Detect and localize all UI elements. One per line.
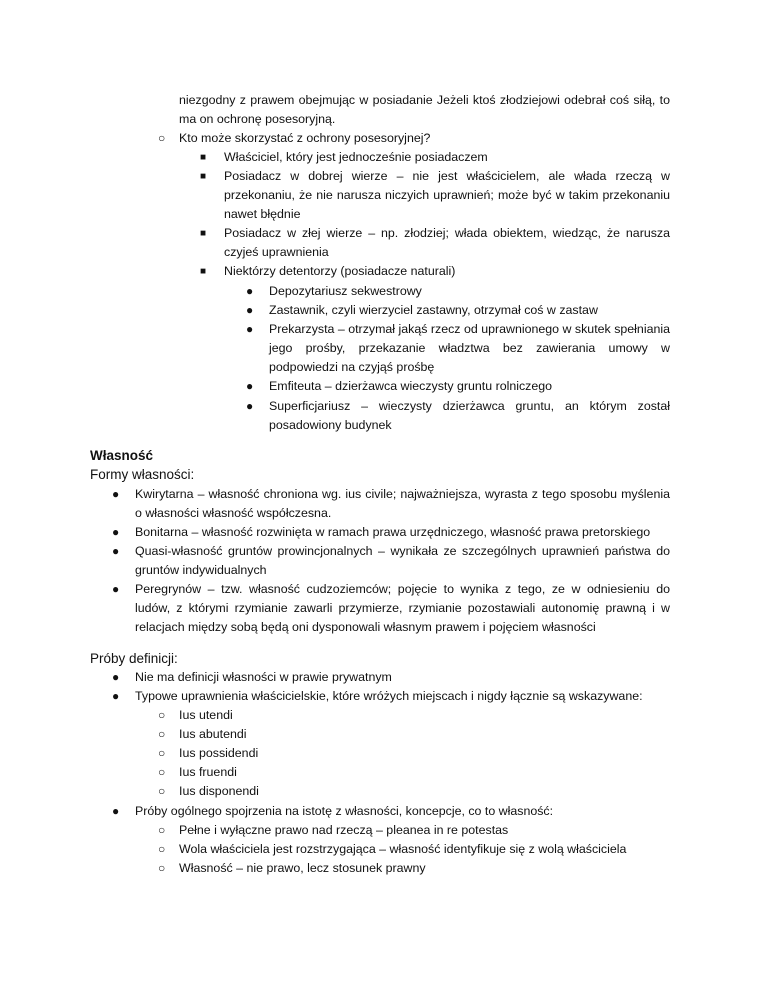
subsection-heading: Próby definicji: xyxy=(90,651,178,666)
list-item: jego prośby, przekazanie władztwa bez zawierania umowy w xyxy=(269,341,670,355)
circle-bullet-icon: ○ xyxy=(158,842,166,856)
list-item: Ius abutendi xyxy=(179,727,247,741)
list-item: Wola właściciela jest rozstrzygająca – własność identyfikuje się z wolą właściciela xyxy=(179,842,627,856)
list-item: Quasi-własność gruntów prowincjonalnych – wynikała ze szczególnych uprawnień państwa do xyxy=(135,544,670,558)
list-item: Superficjariusz – wieczysty dzierżawca gruntu, an którym został xyxy=(269,399,670,413)
disc-bullet-icon: ● xyxy=(246,379,254,393)
circle-bullet-icon: ○ xyxy=(158,784,166,798)
circle-bullet-icon: ○ xyxy=(158,746,166,760)
list-item: Próby ogólnego spojrzenia na istotę z własności, koncepcje, co to własność: xyxy=(135,804,554,818)
circle-bullet-icon: ○ xyxy=(158,131,166,145)
subsection-heading: Formy własności: xyxy=(90,467,195,482)
list-item: Depozytariusz sekwestrowy xyxy=(269,284,422,298)
list-item: Ius fruendi xyxy=(179,765,237,779)
disc-bullet-icon: ● xyxy=(112,525,120,539)
section-heading: Własność xyxy=(90,448,154,463)
square-bullet-icon: ■ xyxy=(200,228,207,239)
list-item: Bonitarna – własność rozwinięta w ramach prawa urzędniczego, własność prawa pretorskiego xyxy=(135,525,651,539)
list-item: posadowiony budynek xyxy=(269,418,392,432)
list-item: Pełne i wyłączne prawo nad rzeczą – pleanea in re potestas xyxy=(179,823,509,837)
disc-bullet-icon: ● xyxy=(112,582,120,596)
disc-bullet-icon: ● xyxy=(246,303,254,317)
disc-bullet-icon: ● xyxy=(246,322,254,336)
continuation-line: ma on ochronę posesoryjną. xyxy=(179,112,336,126)
list-item: podpowiedzi na czyjąś prośbę xyxy=(269,360,435,374)
list-item: przekonaniu, że nie narusza niczyich uprawnień; może być w takim przekonaniu xyxy=(224,188,670,202)
list-item: o własności własność współczesna. xyxy=(135,506,332,520)
disc-bullet-icon: ● xyxy=(112,544,120,558)
list-item: czyjeś uprawnienia xyxy=(224,245,329,259)
list-item: Prekarzysta – otrzymał jakąś rzecz od uprawnionego w skutek spełniania xyxy=(269,322,670,336)
circle-bullet-icon: ○ xyxy=(158,727,166,741)
list-item: gruntów indywidualnych xyxy=(135,563,267,577)
list-item: Peregrynów – tzw. własność cudzoziemców; pojęcie to wynika z tego, ze w odniesieniu do xyxy=(135,582,670,596)
question-item: Kto może skorzystać z ochrony posesoryjnej? xyxy=(179,131,431,145)
list-item: Zastawnik, czyli wierzyciel zastawny, otrzymał coś w zastaw xyxy=(269,303,598,317)
disc-bullet-icon: ● xyxy=(112,804,120,818)
square-bullet-icon: ■ xyxy=(200,152,207,163)
disc-bullet-icon: ● xyxy=(112,689,120,703)
list-item: ludów, z którymi rzymianie zawarli przymierze, rzymianie pozostawiali autonomię prawną i w xyxy=(135,601,670,615)
square-bullet-icon: ■ xyxy=(200,171,207,182)
list-item: Typowe uprawnienia właścicielskie, które wróżych miejscach i nigdy łącznie są wskazywane: xyxy=(135,689,643,703)
list-item: Emfiteuta – dzierżawca wieczysty gruntu rolniczego xyxy=(269,379,553,393)
list-item: Ius utendi xyxy=(179,708,233,722)
disc-bullet-icon: ● xyxy=(246,284,254,298)
circle-bullet-icon: ○ xyxy=(158,861,166,875)
circle-bullet-icon: ○ xyxy=(158,823,166,837)
list-item: Kwirytarna – własność chroniona wg. ius civile; najważniejsza, wyrasta z tego sposobu myślenia xyxy=(135,487,670,501)
disc-bullet-icon: ● xyxy=(112,487,120,501)
list-item: Ius possidendi xyxy=(179,746,259,760)
list-item: Nie ma definicji własności w prawie prywatnym xyxy=(135,670,392,684)
circle-bullet-icon: ○ xyxy=(158,765,166,779)
list-item: Właściciel, który jest jednocześnie posiadaczem xyxy=(224,150,488,164)
list-item: Własność – nie prawo, lecz stosunek prawny xyxy=(179,861,426,875)
list-item: Posiadacz w złej wierze – np. złodziej; włada obiektem, wiedząc, że narusza xyxy=(224,226,670,240)
circle-bullet-icon: ○ xyxy=(158,708,166,722)
disc-bullet-icon: ● xyxy=(112,670,120,684)
square-bullet-icon: ■ xyxy=(200,266,207,277)
list-item: nawet błędnie xyxy=(224,207,301,221)
list-item: Ius disponendi xyxy=(179,784,259,798)
disc-bullet-icon: ● xyxy=(246,399,254,413)
list-item: Niektórzy detentorzy (posiadacze naturali) xyxy=(224,264,456,278)
continuation-line: niezgodny z prawem obejmując w posiadanie Jeżeli ktoś złodziejowi odebrał coś siłą, to xyxy=(179,93,670,107)
list-item: Posiadacz w dobrej wierze – nie jest właścicielem, ale włada rzeczą w xyxy=(224,169,670,183)
list-item: relacjach między sobą będą oni dysponowali własnym prawem i pojęciem własności xyxy=(135,620,596,634)
